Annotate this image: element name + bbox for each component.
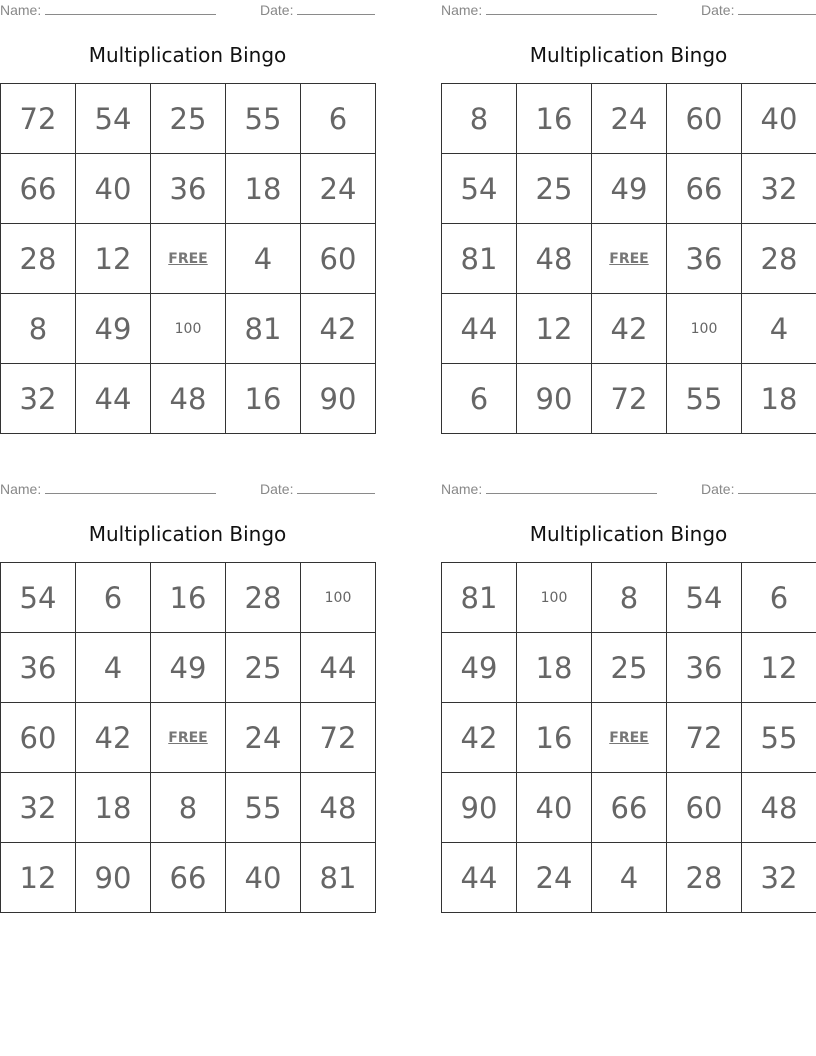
bingo-cell: 44 [301,633,376,703]
bingo-cell: 90 [442,773,517,843]
bingo-cell: 4 [226,224,301,294]
date-label: Date: [701,481,735,497]
bingo-cell: 36 [667,633,742,703]
bingo-cell: 49 [442,633,517,703]
bingo-cell: 44 [442,843,517,913]
bingo-cell: 60 [667,773,742,843]
bingo-cell: 6 [301,84,376,154]
date-field [701,1,816,18]
bingo-cell: 54 [76,84,151,154]
bingo-card [441,0,816,440]
date-field [260,1,375,18]
name-field [441,1,657,18]
bingo-cell: 90 [517,364,592,434]
name-blank-line [486,1,657,15]
bingo-grid [441,83,816,434]
date-label: Date: [260,2,294,18]
bingo-cell: 40 [742,84,816,154]
bingo-row [1,773,376,843]
bingo-cell: 28 [226,563,301,633]
bingo-row [1,364,376,434]
bingo-row [442,703,816,773]
bingo-cell: 24 [226,703,301,773]
bingo-cell: 6 [76,563,151,633]
name-label: Name: [0,2,42,18]
bingo-cell: 36 [151,154,226,224]
bingo-cell: 12 [76,224,151,294]
bingo-cell: 81 [442,224,517,294]
bingo-cell: 49 [592,154,667,224]
bingo-cell: 48 [151,364,226,434]
bingo-cell: 54 [442,154,517,224]
bingo-row [442,843,816,913]
bingo-cell: 25 [226,633,301,703]
bingo-row [1,563,376,633]
bingo-cell: 36 [1,633,76,703]
bingo-cell: 55 [226,84,301,154]
name-blank-line [486,480,657,494]
bingo-cell: 4 [592,843,667,913]
name-label: Name: [0,481,42,497]
bingo-cell: 4 [76,633,151,703]
free-space-cell: FREE [592,224,667,294]
bingo-cell: 16 [517,84,592,154]
bingo-cell: 32 [742,843,816,913]
bingo-cell: 72 [667,703,742,773]
card-header [0,1,375,19]
bingo-cell: 25 [151,84,226,154]
bingo-cell: 55 [667,364,742,434]
bingo-cell: 25 [517,154,592,224]
free-space-cell: FREE [151,224,226,294]
bingo-cell: 32 [742,154,816,224]
bingo-cell: 12 [742,633,816,703]
bingo-cell: 48 [517,224,592,294]
card-header [0,480,375,498]
name-label: Name: [441,2,483,18]
bingo-cell: 100 [151,294,226,364]
bingo-cell: 44 [442,294,517,364]
bingo-grid [0,562,376,913]
bingo-cell: 66 [1,154,76,224]
bingo-row [442,294,816,364]
bingo-cell: 90 [301,364,376,434]
bingo-cell: 6 [742,563,816,633]
date-blank-line [738,1,816,15]
free-space-cell: FREE [592,703,667,773]
bingo-row [1,84,376,154]
bingo-cell: 55 [742,703,816,773]
bingo-grid [441,562,816,913]
bingo-cell: 90 [76,843,151,913]
bingo-cell: 40 [76,154,151,224]
bingo-card [441,479,816,919]
bingo-cell: 49 [151,633,226,703]
card-header [441,480,816,498]
bingo-row [442,154,816,224]
bingo-cell: 8 [592,563,667,633]
name-field [441,480,657,497]
bingo-cell: 49 [76,294,151,364]
bingo-row [442,633,816,703]
bingo-cell: 8 [442,84,517,154]
bingo-cell: 66 [592,773,667,843]
bingo-cell: 66 [667,154,742,224]
bingo-card [0,479,375,919]
name-field [0,480,216,497]
bingo-cell: 81 [226,294,301,364]
bingo-cell: 100 [667,294,742,364]
date-blank-line [297,480,375,494]
bingo-row [1,703,376,773]
date-label: Date: [260,481,294,497]
bingo-cell: 81 [442,563,517,633]
bingo-cell: 28 [742,224,816,294]
bingo-cell: 81 [301,843,376,913]
bingo-row [442,773,816,843]
bingo-row [1,294,376,364]
bingo-row [1,843,376,913]
bingo-cell: 12 [1,843,76,913]
bingo-cell: 18 [226,154,301,224]
bingo-row [442,563,816,633]
bingo-cell: 60 [667,84,742,154]
bingo-grid [0,83,376,434]
bingo-cell: 25 [592,633,667,703]
bingo-cell: 55 [226,773,301,843]
bingo-cell: 8 [151,773,226,843]
bingo-row [442,364,816,434]
bingo-cell: 44 [76,364,151,434]
card-title: Multiplication Bingo [88,43,287,67]
card-title: Multiplication Bingo [529,522,728,546]
bingo-row [442,84,816,154]
bingo-cell: 72 [301,703,376,773]
bingo-cell: 72 [1,84,76,154]
bingo-cell: 16 [226,364,301,434]
bingo-cell: 6 [442,364,517,434]
date-field [260,480,375,497]
bingo-cell: 54 [667,563,742,633]
bingo-cell: 16 [151,563,226,633]
bingo-cell: 18 [76,773,151,843]
bingo-cell: 100 [517,563,592,633]
bingo-cell: 42 [76,703,151,773]
bingo-cell: 24 [301,154,376,224]
bingo-cell: 12 [517,294,592,364]
card-title: Multiplication Bingo [529,43,728,67]
bingo-cell: 16 [517,703,592,773]
bingo-cell: 36 [667,224,742,294]
bingo-cell: 54 [1,563,76,633]
name-blank-line [45,480,216,494]
date-blank-line [297,1,375,15]
date-blank-line [738,480,816,494]
bingo-cell: 18 [517,633,592,703]
bingo-cell: 8 [1,294,76,364]
date-field [701,480,816,497]
bingo-cell: 32 [1,364,76,434]
bingo-cell: 24 [517,843,592,913]
bingo-cell: 40 [226,843,301,913]
bingo-cell: 32 [1,773,76,843]
bingo-row [1,224,376,294]
bingo-cell: 60 [1,703,76,773]
bingo-cell: 18 [742,364,816,434]
bingo-row [1,633,376,703]
bingo-cell: 24 [592,84,667,154]
bingo-cell: 66 [151,843,226,913]
name-label: Name: [441,481,483,497]
bingo-cell: 42 [442,703,517,773]
date-label: Date: [701,2,735,18]
bingo-cell: 28 [667,843,742,913]
bingo-row [1,154,376,224]
card-title: Multiplication Bingo [88,522,287,546]
name-blank-line [45,1,216,15]
bingo-cell: 60 [301,224,376,294]
bingo-cell: 48 [301,773,376,843]
bingo-cell: 4 [742,294,816,364]
bingo-cell: 42 [592,294,667,364]
bingo-cell: 48 [742,773,816,843]
bingo-row [442,224,816,294]
bingo-cell: 100 [301,563,376,633]
free-space-cell: FREE [151,703,226,773]
bingo-card [0,0,375,440]
card-header [441,1,816,19]
name-field [0,1,216,18]
bingo-cell: 72 [592,364,667,434]
bingo-cell: 28 [1,224,76,294]
bingo-cell: 42 [301,294,376,364]
bingo-cell: 40 [517,773,592,843]
